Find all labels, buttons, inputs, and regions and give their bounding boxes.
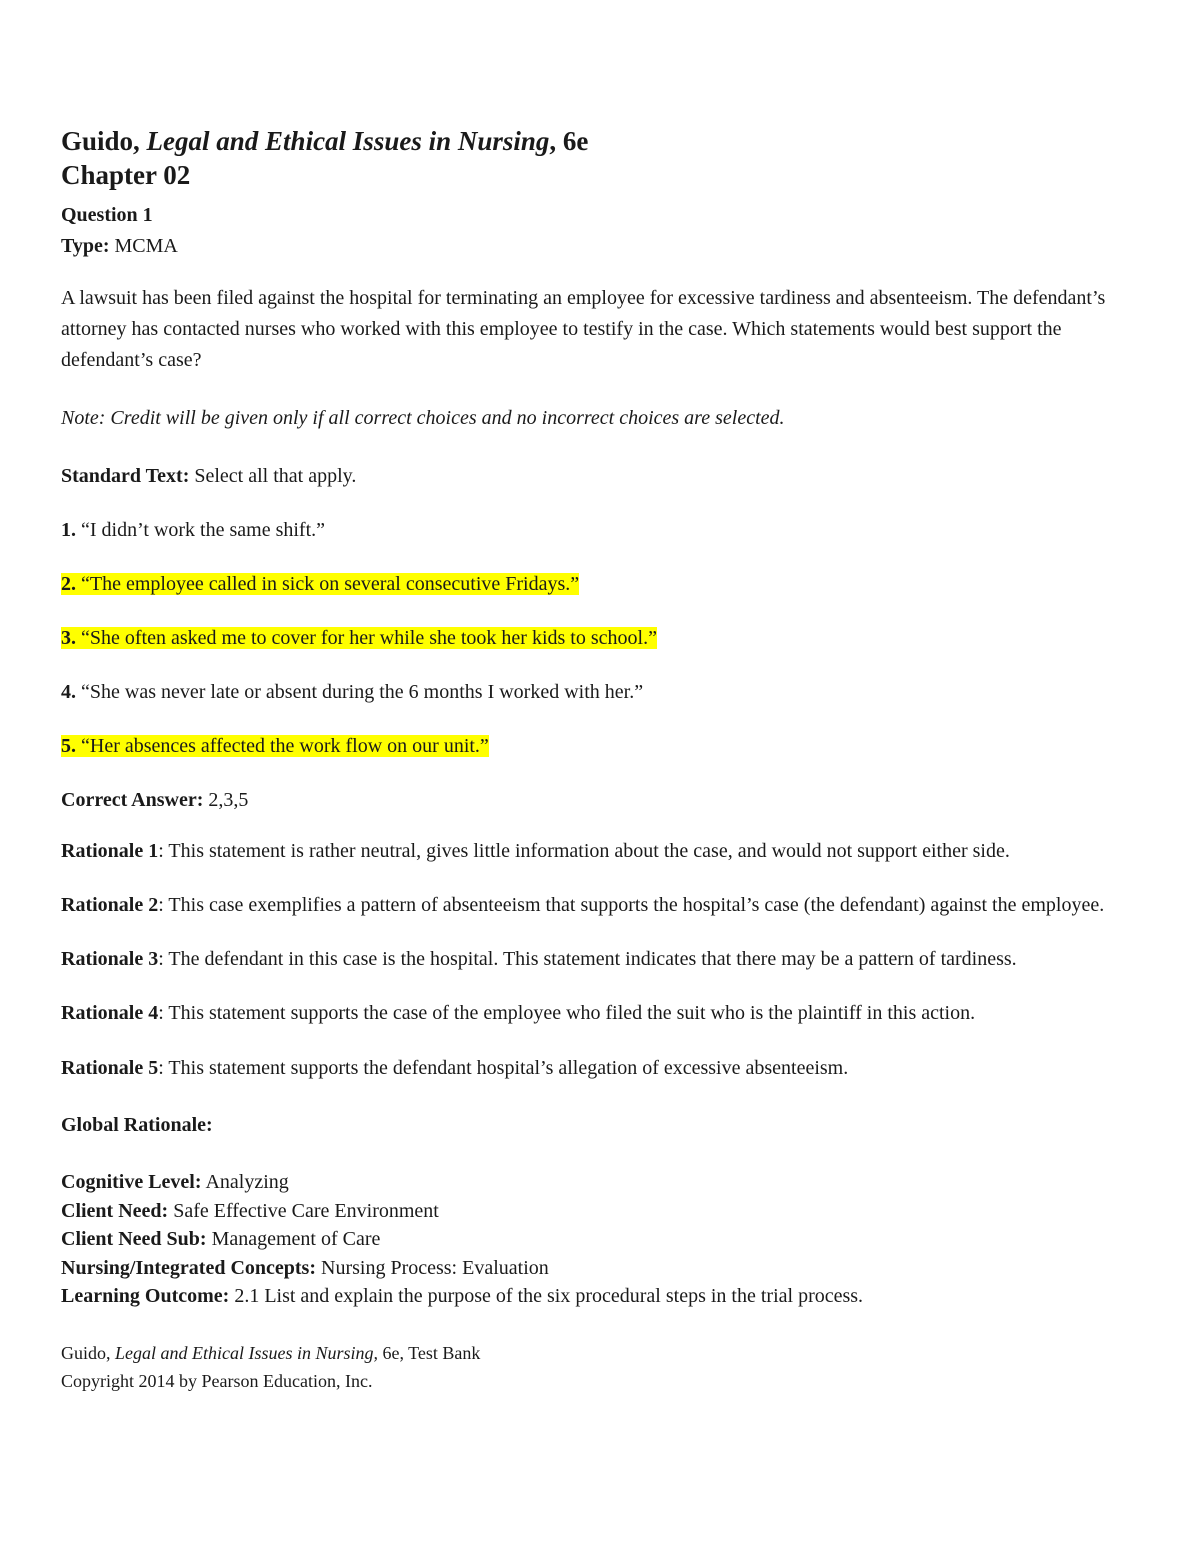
footer-copyright: Copyright 2014 by Pearson Education, Inc. — [61, 1370, 373, 1391]
option-5-highlighted: 5. “Her absences affected the work flow on our unit.” — [61, 735, 489, 757]
rationale-3: Rationale 3: The defendant in this case is the hospital. This statement indicates that there may be a pattern of tardiness. — [61, 948, 1017, 970]
learning-outcome: Learning Outcome: 2.1 List and explain the purpose of the six procedural steps in the trial process. — [61, 1285, 864, 1307]
rationale-2: Rationale 2: This case exemplifies a pattern of absenteeism that supports the hospital’s case (the defendant) against the employee. — [61, 894, 1105, 916]
rationale-4: Rationale 4: This statement supports the case of the employee who filed the suit who is the plaintiff in this action. — [61, 1002, 976, 1024]
standard-text-label: Standard Text: — [61, 465, 190, 487]
correct-answer-value: 2,3,5 — [208, 789, 249, 811]
edition: , 6e — [549, 126, 589, 156]
option-item — [61, 569, 1141, 600]
option-4: 4. “She was never late or absent during the 6 months I worked with her.” — [61, 681, 644, 703]
chapter-title: Chapter 02 — [61, 160, 191, 190]
rationales-list — [61, 838, 1141, 1082]
option-3-highlighted: 3. “She often asked me to cover for her while she took her kids to school.” — [61, 627, 657, 649]
option-item — [61, 731, 1141, 762]
question-stem: A lawsuit has been filed against the hospital for terminating an employee for excessive tardiness and absenteeism. The defendant’s attorney has contacted nurses who worked with this employee to testify in the case. Which statements would best support the defendant’s case? — [61, 287, 1106, 371]
document-page — [61, 124, 1141, 1395]
metadata-block — [61, 1168, 1141, 1311]
question-type — [61, 231, 1141, 262]
footer-title-line: Guido, Legal and Ethical Issues in Nursing, 6e, Test Bank — [61, 1342, 481, 1363]
author-name: Guido, — [61, 126, 140, 156]
global-rationale: Global Rationale: — [61, 1114, 213, 1136]
correct-answer — [61, 785, 1141, 816]
cognitive-level: Cognitive Level: Analyzing — [61, 1171, 289, 1193]
standard-text-value: Select all that apply. — [194, 465, 357, 487]
rationale-5: Rationale 5: This statement supports the defendant hospital’s allegation of excessive absenteeism. — [61, 1057, 849, 1079]
question-type-label: Type: — [61, 235, 110, 257]
standard-text — [61, 461, 1141, 492]
option-item — [61, 677, 1141, 708]
question-type-value: MCMA — [114, 235, 178, 257]
book-title-line — [61, 124, 1141, 158]
option-item — [61, 515, 1141, 546]
option-1: 1. “I didn’t work the same shift.” — [61, 519, 326, 541]
page-footer — [61, 1339, 1141, 1395]
rationale-1: Rationale 1: This statement is rather neutral, gives little information about the case, and would not support either side. — [61, 840, 1010, 862]
options-list — [61, 515, 1141, 762]
book-title: Legal and Ethical Issues in Nursing — [146, 126, 550, 156]
correct-answer-label: Correct Answer: — [61, 789, 204, 811]
question-number: Question 1 — [61, 204, 153, 226]
client-need-sub: Client Need Sub: Management of Care — [61, 1228, 381, 1250]
option-2-highlighted: 2. “The employee called in sick on several consecutive Fridays.” — [61, 573, 580, 595]
nursing-concepts: Nursing/Integrated Concepts: Nursing Process: Evaluation — [61, 1256, 549, 1279]
client-need: Client Need: Safe Effective Care Environment — [61, 1199, 439, 1222]
credit-note: Note: Credit will be given only if all correct choices and no incorrect choices are selected. — [61, 407, 785, 429]
option-item — [61, 623, 1141, 654]
